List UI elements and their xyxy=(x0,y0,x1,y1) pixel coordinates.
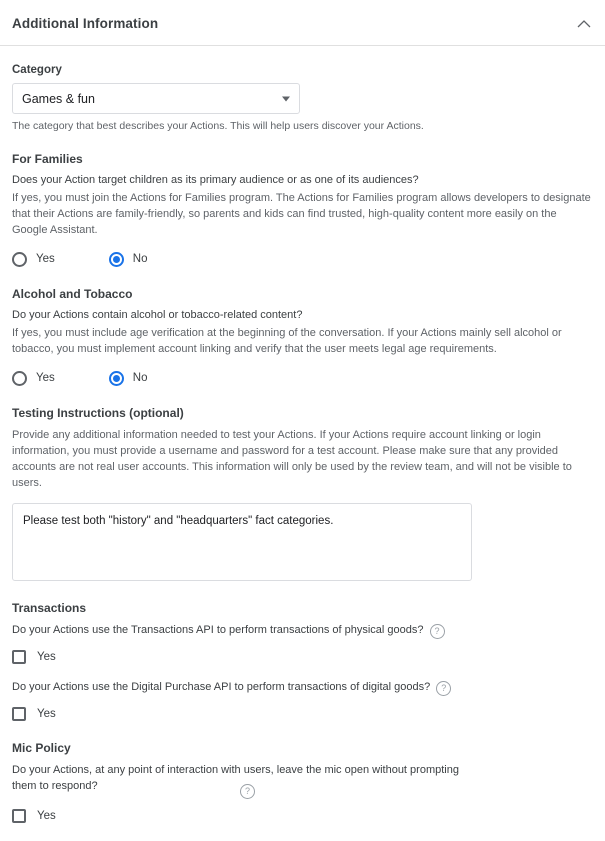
for-families-radio-yes-label: Yes xyxy=(36,253,55,266)
alcohol-tobacco-radio-yes-label: Yes xyxy=(36,372,55,385)
for-families-title: For Families xyxy=(12,152,83,166)
category-select[interactable] xyxy=(12,83,300,114)
for-families-radio-yes[interactable] xyxy=(12,252,55,267)
alcohol-tobacco-title: Alcohol and Tobacco xyxy=(12,286,133,301)
help-circle-icon[interactable]: ? xyxy=(436,681,451,696)
transactions-digital-checkbox-label: Yes xyxy=(37,708,56,721)
mic-policy-title: Mic Policy xyxy=(12,741,71,756)
form-content xyxy=(0,64,605,823)
mic-policy-checkbox-label: Yes xyxy=(37,810,56,823)
for-families-radio-no[interactable] xyxy=(109,252,148,267)
alcohol-tobacco-radio-no-label: No xyxy=(132,372,148,385)
transactions-physical-checkbox-label: Yes xyxy=(37,651,56,664)
chevron-up-icon[interactable] xyxy=(575,14,593,32)
testing-instructions-help: Provide any additional information needed to test your Actions. If your Actions require account linking or login information, you must provide a username and password for a test account. Please make sure that any provided accounts are not real user accounts. This information will only be used by the review team, and will not be visible to users. xyxy=(12,428,572,489)
transactions-physical-question: Do your Actions use the Transactions API to perform transactions of physical goods? xyxy=(12,624,424,637)
for-families-radio-group xyxy=(12,252,593,267)
transactions-digital-question-row xyxy=(12,680,593,696)
spacer xyxy=(12,668,593,680)
transactions-physical-checkbox[interactable] xyxy=(12,650,593,664)
radio-icon xyxy=(12,371,27,386)
radio-icon-selected xyxy=(109,371,124,386)
for-families-question: Does your Action target children as its primary audience or as one of its audiences? xyxy=(12,174,419,186)
checkbox-icon xyxy=(12,707,26,721)
category-caption: The category that best describes your Actions. This will help users discover your Actions. xyxy=(12,120,424,132)
mic-policy-checkbox[interactable] xyxy=(12,809,593,823)
transactions-digital-question: Do your Actions use the Digital Purchase API to perform transactions of digital goods? xyxy=(12,681,431,694)
chevron-down-icon xyxy=(282,96,290,101)
transactions-title: Transactions xyxy=(12,601,87,616)
transactions-digital-checkbox[interactable] xyxy=(12,707,593,721)
for-families-help: If yes, you must join the Actions for Families program. The Actions for Families program allows developers to designate that their Actions are family-friendly, so parents and kids can find trusted, high-quality content more easily on the Google Assistant. xyxy=(12,192,591,236)
category-label: Category xyxy=(12,64,62,76)
mic-policy-question: Do your Actions, at any point of interaction with users, leave the mic open without prompting them to respond? xyxy=(12,764,459,793)
alcohol-tobacco-radio-no[interactable] xyxy=(109,371,148,386)
checkbox-icon xyxy=(12,809,26,823)
alcohol-tobacco-radio-yes[interactable] xyxy=(12,371,55,386)
alcohol-tobacco-radio-group xyxy=(12,371,593,386)
help-circle-icon[interactable]: ? xyxy=(240,784,255,799)
radio-icon xyxy=(12,252,27,267)
panel-header[interactable] xyxy=(0,0,605,46)
checkbox-icon xyxy=(12,650,26,664)
category-select-value: Games & fun xyxy=(22,91,95,106)
transactions-physical-question-row xyxy=(12,623,593,639)
testing-instructions-input[interactable]: Please test both "history" and "headquarters" fact categories. xyxy=(12,503,472,581)
page-title: Additional Information xyxy=(12,15,159,31)
help-circle-icon[interactable]: ? xyxy=(430,624,445,639)
testing-instructions-title: Testing Instructions (optional) xyxy=(12,405,184,420)
alcohol-tobacco-question: Do your Actions contain alcohol or tobacco-related content? xyxy=(12,308,303,321)
radio-icon-selected xyxy=(109,252,124,267)
alcohol-tobacco-help: If yes, you must include age verification at the beginning of the conversation. If your Actions mainly sell alcohol or tobacco, you must implement account linking and verify that the user meets legal age requirements. xyxy=(12,326,562,355)
for-families-radio-no-label: No xyxy=(132,253,148,266)
